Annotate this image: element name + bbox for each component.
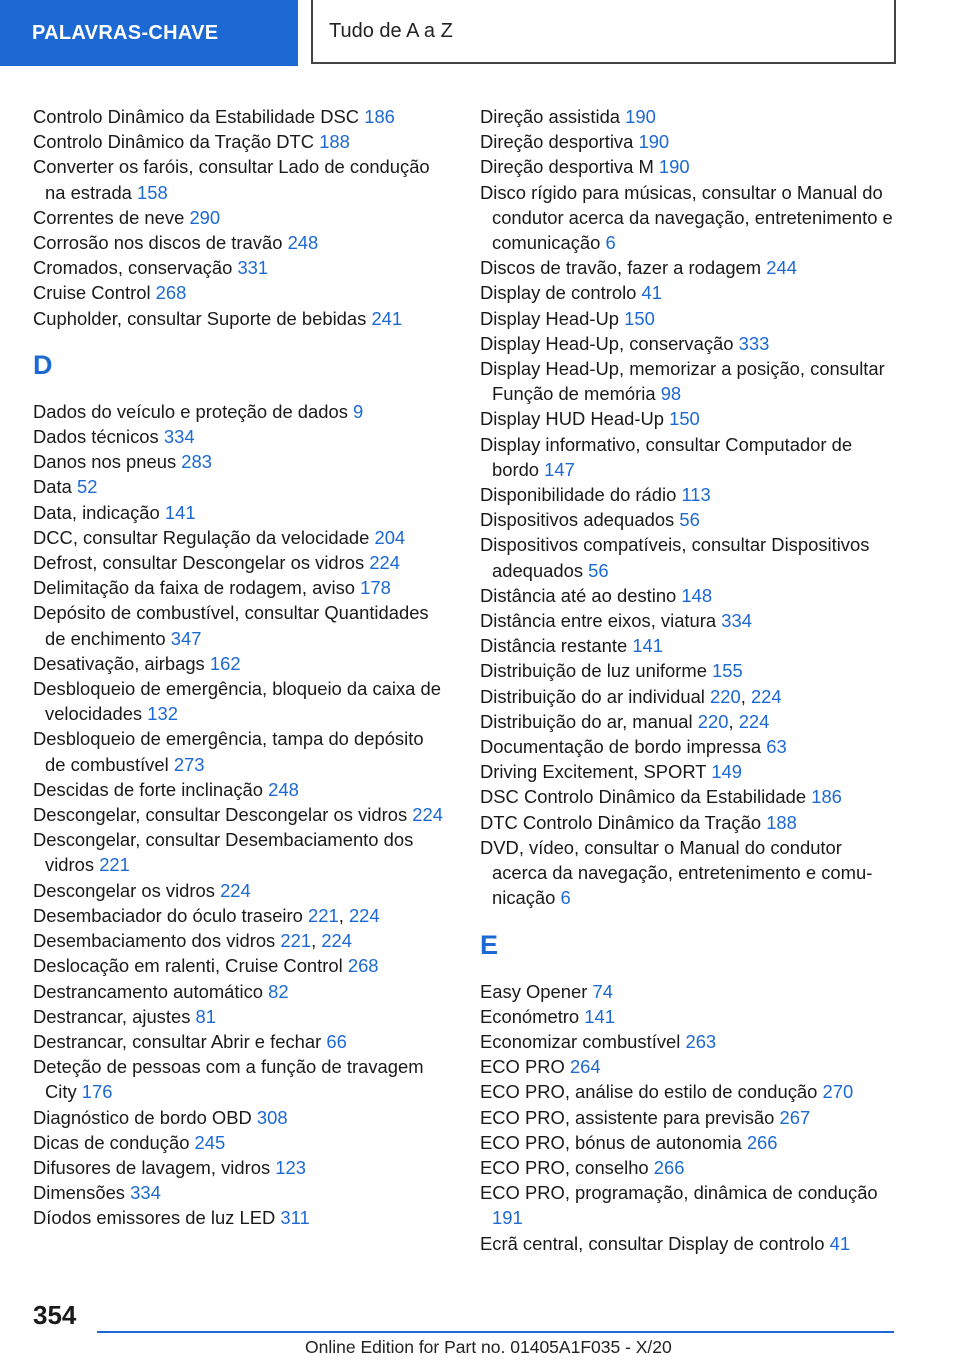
index-column-left [33, 104, 448, 1231]
page-link[interactable]: 141 [584, 1005, 615, 1027]
page-link[interactable]: 224 [220, 879, 251, 901]
index-term: ECO PRO, bónus de autonomia [480, 1131, 742, 1153]
page-link[interactable]: 267 [779, 1106, 811, 1128]
index-term: Dados técnicos [33, 426, 159, 448]
page-link[interactable]: 334 [721, 610, 752, 632]
index-term: Díodos emissores de luz LED [33, 1207, 276, 1229]
index-entry [33, 827, 448, 877]
page-link[interactable]: 150 [624, 307, 655, 329]
page-link[interactable]: 244 [766, 257, 797, 279]
index-entry [33, 1130, 448, 1155]
index-term: ECO PRO, assistente para previsão [480, 1106, 775, 1128]
index-term: Dimensões [33, 1182, 125, 1204]
index-entry [480, 154, 900, 179]
index-term: Deteção de pessoas com a função de travagem City [33, 1056, 424, 1103]
edition-footer: Online Edition for Part no. 01405A1F035 - X/20 [305, 1337, 672, 1357]
index-entry [480, 1029, 900, 1054]
index-entry: Distribuição do ar individual 220, 224 [480, 685, 782, 707]
page-link[interactable]: 74 [592, 980, 613, 1002]
index-term: Dispositivos compatíveis, consultar Dispositivos adequados [480, 534, 870, 581]
index-entry [480, 979, 900, 1004]
index-entry [33, 726, 448, 776]
index-entry [480, 1054, 900, 1079]
index-entry [480, 532, 900, 582]
page-link[interactable]: 56 [679, 509, 700, 531]
index-entry [33, 802, 448, 827]
index-term: Económetro [480, 1005, 580, 1027]
index-term: Cromados, conservação [33, 257, 233, 279]
index-term: Destrancamento automático [33, 980, 263, 1002]
page-link[interactable]: 221 [280, 930, 312, 952]
page-link[interactable]: 141 [164, 501, 196, 523]
page-link[interactable]: 224 [369, 552, 400, 574]
index-entry [480, 810, 900, 835]
index-entry [33, 1155, 448, 1180]
index-term: Display HUD Head-Up [480, 408, 664, 430]
index-term: Destrancar, ajustes [33, 1005, 191, 1027]
page-link[interactable]: 98 [660, 383, 682, 405]
index-entry [480, 1180, 900, 1230]
page-link[interactable]: 224 [738, 710, 770, 732]
index-entry [33, 600, 448, 650]
page-link[interactable]: 191 [492, 1207, 523, 1229]
index-entry [33, 550, 448, 575]
page-link[interactable]: 158 [137, 181, 168, 203]
index-entry [33, 979, 448, 1004]
index-term: Distribuição de luz uniforme [480, 660, 707, 682]
index-term: Defrost, consultar Descongelar os vidros [33, 552, 365, 574]
page-link[interactable]: 56 [588, 559, 609, 581]
index-term: Desbloqueio de emergência, bloqueio da caixa de velocidades [33, 678, 441, 725]
index-entry [33, 1105, 448, 1130]
index-term: ECO PRO, análise do estilo de condução [480, 1081, 818, 1103]
index-term: Documentação de bordo impressa [480, 736, 762, 758]
page-link[interactable]: 6 [605, 232, 616, 254]
page-link[interactable]: 190 [658, 156, 690, 178]
page-link[interactable]: 245 [194, 1131, 226, 1153]
index-term: Display informativo, consultar Computador de bordo [480, 433, 853, 480]
index-term: Deslocação em ralenti, Cruise Control [33, 955, 343, 977]
index-entry [33, 1180, 448, 1205]
index-term: Controlo Dinâmico da Estabilidade DSC [33, 106, 360, 127]
page-link[interactable]: 188 [319, 131, 350, 153]
index-term: Easy Opener [480, 980, 588, 1002]
index-entry [480, 482, 900, 507]
index-entry [480, 331, 900, 356]
footer-divider [97, 1331, 894, 1333]
index-entry [480, 784, 900, 809]
index-entry [480, 734, 900, 759]
index-term: Descidas de forte inclinação [33, 778, 264, 800]
index-term: Dispositivos adequados [480, 509, 675, 531]
page-link[interactable]: 150 [669, 408, 700, 430]
index-entry [480, 835, 900, 911]
index-entry [480, 1105, 900, 1130]
index-term: Desembaciamento dos vidros [33, 930, 276, 952]
index-entry [33, 953, 448, 978]
index-entry [33, 280, 448, 305]
page-link[interactable]: 347 [170, 627, 202, 649]
tab-keywords[interactable] [0, 0, 298, 66]
index-term: Dados do veículo e proteção de dados [33, 400, 348, 422]
page-link[interactable]: 162 [209, 652, 241, 674]
page-link[interactable]: 63 [766, 736, 787, 758]
index-term: Data, indicação [33, 501, 160, 523]
index-entry [480, 280, 900, 305]
index-entry [33, 154, 448, 204]
index-term: Desativação, airbags [33, 652, 205, 674]
index-term: Correntes de neve [33, 206, 185, 228]
page-link[interactable]: 52 [76, 476, 98, 498]
index-term: Destrancar, consultar Abrir e fechar [33, 1030, 322, 1052]
index-term: Driving Excitement, SPORT [480, 761, 707, 783]
index-term: ECO PRO, conselho [480, 1156, 649, 1178]
page-link[interactable]: 333 [738, 332, 770, 354]
index-term: Depósito de combustível, consultar Quantidades de enchimento [33, 602, 429, 649]
index-entry: Distribuição do ar, manual 220, 224 [480, 710, 770, 732]
index-entry: Desembaciamento dos vidros 221, 224 [33, 930, 353, 952]
index-term: Direção desportiva [480, 131, 634, 153]
page-link[interactable]: 123 [275, 1156, 306, 1178]
page-link[interactable]: 273 [173, 753, 205, 775]
index-entry [33, 129, 448, 154]
page-link[interactable]: 224 [750, 685, 782, 707]
index-entry [33, 399, 448, 424]
page-link[interactable]: 188 [766, 811, 797, 833]
index-term: Disponibilidade do rádio [480, 484, 677, 506]
tab-a-to-z[interactable] [311, 0, 896, 64]
page-link[interactable]: 248 [287, 232, 319, 254]
index-entry [480, 432, 900, 482]
page-link[interactable]: 9 [353, 400, 364, 422]
page-link[interactable]: 263 [685, 1030, 717, 1052]
index-term: Corrosão nos discos de travão [33, 232, 283, 254]
page-number: 354 [33, 1300, 77, 1330]
index-entry [480, 658, 900, 683]
index-entry [480, 356, 900, 406]
index-entry [480, 759, 900, 784]
index-term: ECO PRO [480, 1056, 565, 1078]
page-link[interactable]: 132 [147, 703, 178, 725]
index-entry [480, 306, 900, 331]
index-entry [33, 1004, 448, 1029]
index-entry [33, 1029, 448, 1054]
index-term: Distância restante [480, 635, 628, 657]
tab-keywords-label: PALAVRAS-CHAVE [32, 21, 219, 44]
index-term: Descongelar, consultar Descongelar os vidros [33, 804, 408, 826]
page-link[interactable]: 148 [681, 584, 713, 606]
page-link[interactable]: 268 [347, 955, 379, 977]
index-term: Cruise Control [33, 282, 151, 304]
index-term: Controlo Dinâmico da Tração DTC [33, 131, 315, 153]
index-term: Desembaciador do óculo traseiro [33, 904, 303, 926]
index-entry [480, 1155, 900, 1180]
page-link[interactable]: 220 [697, 710, 729, 732]
index-term: Direção assistida [480, 106, 621, 127]
index-entry [33, 575, 448, 600]
page-link[interactable]: 178 [360, 577, 391, 599]
index-term: Distribuição do ar individual [480, 685, 705, 707]
page-link[interactable]: 204 [374, 526, 406, 548]
page-link[interactable]: 149 [711, 761, 743, 783]
page-link[interactable]: 334 [163, 426, 195, 448]
page-link[interactable]: 308 [256, 1106, 288, 1128]
page-link[interactable]: 113 [681, 484, 711, 506]
index-entry [33, 525, 448, 550]
index-entry [480, 1079, 900, 1104]
index-term: Descongelar, consultar Desembaciamento dos vidros [33, 829, 414, 876]
index-entry [480, 583, 900, 608]
page-link[interactable]: 141 [632, 635, 664, 657]
page-link[interactable]: 81 [195, 1005, 217, 1027]
index-term: Distância entre eixos, viatura [480, 610, 717, 632]
index-term: Economizar combustível [480, 1030, 681, 1052]
index-term: DVD, vídeo, consultar o Manual do condutor acerca da navegação, entretenimento e comunicação [480, 836, 873, 909]
index-entry [33, 1205, 448, 1230]
index-term: Difusores de lavagem, vidros [33, 1156, 271, 1178]
index-term: Desbloqueio de emergência, tampa do depósito de combustível [33, 728, 424, 775]
index-term: Delimitação da faixa de rodagem, aviso [33, 577, 356, 599]
page-link[interactable]: 248 [268, 778, 299, 800]
index-term: DTC Controlo Dinâmico da Tração [480, 811, 762, 833]
index-term: Disco rígido para músicas, consultar o Manual do condutor acerca da navegação, entretenimento e comunicação [480, 181, 893, 254]
index-entry [33, 255, 448, 280]
page-link[interactable]: 311 [280, 1207, 310, 1229]
page-link[interactable]: 176 [81, 1081, 113, 1103]
index-entry [33, 878, 448, 903]
index-entry [480, 104, 900, 129]
index-entry [33, 1054, 448, 1104]
index-term: Distribuição do ar, manual [480, 710, 693, 732]
index-term: Display de controlo [480, 282, 637, 304]
index-entry [480, 1130, 900, 1155]
index-entry [480, 507, 900, 532]
index-entry [480, 633, 900, 658]
index-entry [33, 306, 448, 331]
page-link[interactable]: 290 [189, 206, 221, 228]
page-link[interactable]: 331 [237, 257, 269, 279]
index-column-right [480, 104, 900, 1256]
page-link[interactable]: 6 [560, 887, 571, 909]
page-link[interactable]: 224 [412, 804, 443, 826]
page-link[interactable]: 224 [321, 930, 353, 952]
page-link[interactable]: 190 [638, 131, 670, 153]
index-entry [33, 205, 448, 230]
index-entry [33, 104, 448, 129]
index-entry [480, 180, 900, 256]
page-link[interactable]: 186 [364, 106, 395, 127]
page-link[interactable]: 268 [155, 282, 187, 304]
index-term: Danos nos pneus [33, 451, 177, 473]
page-link[interactable]: 155 [712, 660, 743, 682]
page-link[interactable]: 283 [181, 451, 212, 473]
index-term: Cupholder, consultar Suporte de bebidas [33, 307, 367, 329]
page-link[interactable]: 190 [625, 106, 656, 127]
index-term: Data [33, 476, 72, 498]
index-entry [33, 449, 448, 474]
index-entry [33, 424, 448, 449]
index-entry [33, 676, 448, 726]
page-link[interactable]: 66 [326, 1030, 347, 1052]
index-term: Ecrã central, consultar Display de controlo [480, 1232, 825, 1254]
page-link[interactable]: 270 [822, 1081, 854, 1103]
section-letter: E [480, 929, 499, 960]
index-term: ECO PRO, programação, dinâmica de condução [480, 1182, 878, 1204]
page-link[interactable]: 224 [348, 904, 380, 926]
index-term: Descongelar os vidros [33, 879, 215, 901]
index-term: DCC, consultar Regulação da velocidade [33, 526, 370, 548]
index-entry [33, 777, 448, 802]
page-link[interactable]: 241 [371, 307, 403, 329]
index-term: Display Head-Up, memorizar a posição, consultar Função de memória [480, 358, 885, 405]
index-term: Dicas de condução [33, 1131, 190, 1153]
index-term: Direção desportiva M [480, 156, 654, 178]
page-link[interactable]: 41 [641, 282, 662, 304]
index-entry [33, 474, 448, 499]
index-term: Converter os faróis, consultar Lado de condução na estrada [33, 156, 430, 203]
page-link[interactable]: 82 [268, 980, 289, 1002]
index-term: Diagnóstico de bordo OBD [33, 1106, 252, 1128]
page-link[interactable]: 334 [130, 1182, 161, 1204]
page-link[interactable]: 221 [308, 904, 339, 926]
page-link[interactable]: 264 [569, 1056, 601, 1078]
page-link[interactable]: 186 [811, 786, 842, 808]
index-term: Display Head-Up [480, 307, 620, 329]
page-link[interactable]: 41 [829, 1232, 851, 1254]
index-entry: Desembaciador do óculo traseiro 221, 224 [33, 904, 380, 926]
index-term: DSC Controlo Dinâmico da Estabilidade [480, 786, 807, 808]
index-term: Discos de travão, fazer a rodagem [480, 257, 762, 279]
index-term: Display Head-Up, conservação [480, 332, 734, 354]
index-entry [480, 255, 900, 280]
index-entry [480, 406, 900, 431]
index-term: Distância até ao destino [480, 584, 677, 606]
page-link[interactable]: 220 [710, 685, 741, 707]
index-entry [480, 608, 900, 633]
index-entry [33, 230, 448, 255]
tab-a-to-z-label: Tudo de A a Z [329, 19, 453, 42]
section-letter: D [33, 349, 53, 380]
page-link[interactable]: 221 [99, 854, 130, 876]
index-entry [480, 129, 900, 154]
page-link[interactable]: 266 [746, 1131, 778, 1153]
index-entry [480, 1004, 900, 1029]
index-entry [33, 651, 448, 676]
page-link[interactable]: 266 [653, 1156, 685, 1178]
page-link[interactable]: 147 [544, 458, 575, 480]
index-entry [480, 1231, 900, 1256]
page-header [0, 0, 960, 66]
index-entry [33, 500, 448, 525]
